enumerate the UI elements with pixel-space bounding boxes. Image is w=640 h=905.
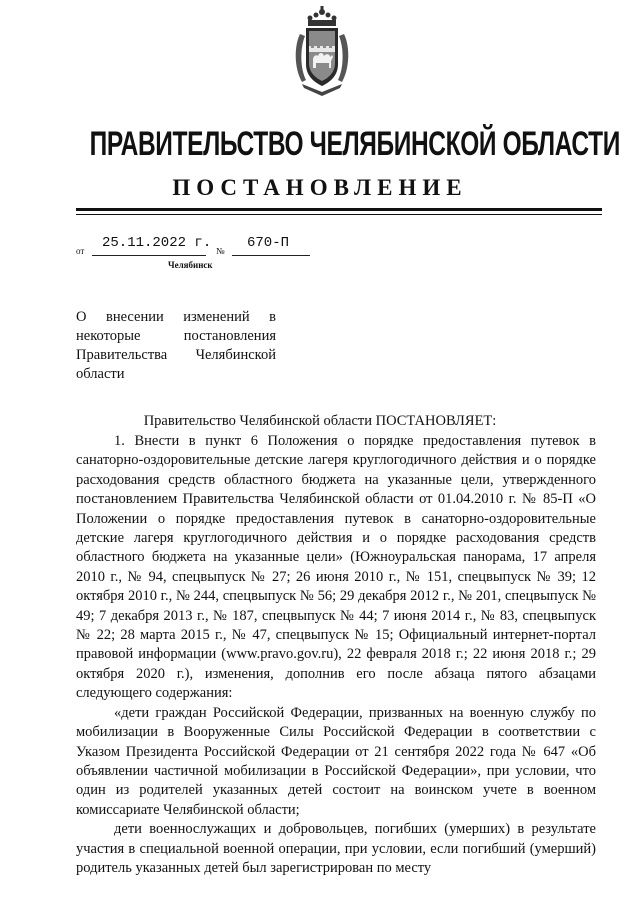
document-number: 670-П xyxy=(247,235,290,251)
paragraph-1: 1. Внести в пункт 6 Положения о порядке предоставления путевок в санаторно-оздоровительные детские лагеря круглогодичного действия и о порядке расходования средств областного бюджета на указанные цели, утвержденного постановлением Правительства Челябинской области от 01.04.2010 г. № 85-П «О Положении о порядке предоставления путевок в санаторно-оздоровительные детские лагеря круглогодичного действия и о порядке расходования средств областного бюджета на указанные цели» (Южноуральская панорама, 17 апреля 2010 г., № 94, спецвыпуск № 27; 26 июня 2010 г., № 151, спецвыпуск № 39; 12 октября 2010 г., № 244, спецвыпуск № 56; 29 декабря 2012 г., № 201, спецвыпуск № 49; 7 декабря 2013 г., № 187, спецвыпуск № 44; 7 июня 2014 г., № 83, спецвыпуск № 22; 28 марта 2015 г., № 47, спецвыпуск № 15; Официальный интернет-портал правовой информации (www.pravo.gov.ru), 22 февраля 2018 г.; 22 июня 2018 г.; 29 октября 2020 г.), изменения, дополнив его после абзаца пятого абзацами следующего содержания: xyxy=(76,433,596,702)
date-underline xyxy=(92,255,206,256)
coat-of-arms-emblem xyxy=(292,6,352,96)
number-prefix: № xyxy=(216,246,225,256)
document-type: ПОСТАНОВЛЕНИЕ xyxy=(172,175,468,200)
document-body xyxy=(76,432,596,878)
paragraph-3: дети военнослужащих и добровольцев, погибших (умерших) в результате участия в специальной военной операции, при условии, если погибший (умерший) родитель указанных детей был зарегистрирован по месту xyxy=(76,821,596,876)
header-divider-thick xyxy=(76,208,602,211)
document-date: 25.11.2022 г. xyxy=(102,235,212,251)
date-prefix: от xyxy=(76,246,85,256)
header-divider-thin xyxy=(76,214,602,215)
paragraph-2: «дети граждан Российской Федерации, призванных на военную службу по мобилизации в Вооруженные Силы Российской Федерации в соответствии с Указом Президента Российской Федерации от 21 сентября 2022 года № 647 «Об объявлении частичной мобилизации в Российской Федерации», при условии, что один из родителей указанных детей состоит на воинском учете в военном комиссариате Челябинской области; xyxy=(76,704,596,818)
preamble: Правительство Челябинской области ПОСТАНОВЛЯЕТ: xyxy=(143,413,497,429)
city-name: Челябинск xyxy=(168,260,213,270)
document-subject: О внесении изменений в некоторые постановления Правительства Челябинской области xyxy=(76,309,276,382)
government-title: ПРАВИТЕЛЬСТВО ЧЕЛЯБИНСКОЙ ОБЛАСТИ xyxy=(89,125,620,163)
number-underline xyxy=(232,255,310,256)
